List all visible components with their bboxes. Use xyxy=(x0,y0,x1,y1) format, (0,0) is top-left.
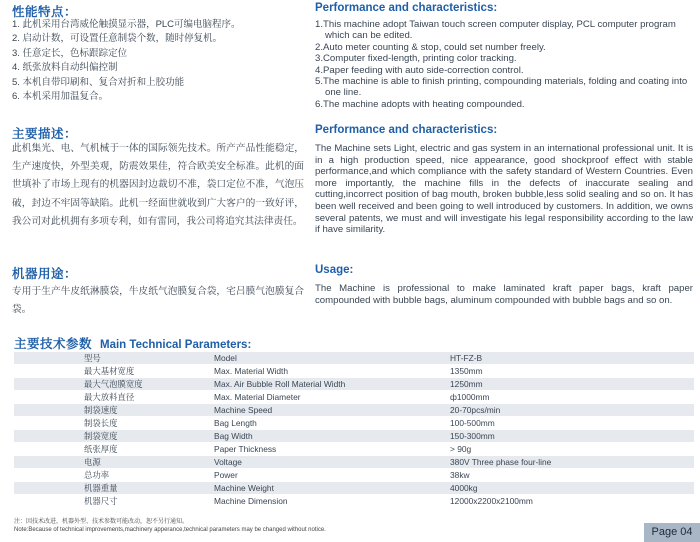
param-name-en: Machine Dimension xyxy=(214,495,450,508)
table-row xyxy=(14,352,694,365)
param-value: > 90g xyxy=(450,443,694,456)
list-item: 6. 本机采用加温复合。 xyxy=(12,91,109,103)
list-item: 1. 此机采用台湾威伦触摸显示器，PLC可编电脑程序。 xyxy=(12,19,241,30)
table-row xyxy=(14,495,694,508)
param-value: 12000x2200x2100mm xyxy=(450,495,694,508)
table-row xyxy=(14,482,694,495)
param-name-en: Voltage xyxy=(214,456,450,469)
params-title-cn: 主要技术参数 xyxy=(14,337,93,351)
param-name-cn: 机器尺寸 xyxy=(14,495,214,508)
param-value: 20-70pcs/min xyxy=(450,404,694,417)
features-cn-title: 性能特点： xyxy=(12,5,78,19)
table-row xyxy=(14,469,694,482)
table-row xyxy=(14,443,694,456)
param-value: HT-FZ-B xyxy=(450,352,694,365)
param-name-cn: 纸张厚度 xyxy=(14,443,214,456)
table-row xyxy=(14,456,694,469)
description-en-title: Performance and characteristics: xyxy=(315,124,498,136)
list-item: 5. 本机自带印刷和、复合对折和上胶功能 xyxy=(12,76,185,88)
params-table xyxy=(14,352,694,508)
param-name-cn: 最大放料直径 xyxy=(14,391,214,404)
note-en: Note:Because of technical improvements,machinery apperance,technical parameters may be changed without notice. xyxy=(14,527,326,533)
note-cn: 注：因技术改进，机器外型、技术参数可能改动，恕不另行通知。 xyxy=(14,519,189,525)
description-cn-text: 此机集光、电、气机械于一体的国际领先技术。所产产品性能稳定，生产速度快，外型美观，防震效果佳，符合欧美安全标准。此机的面世填补了市场上现有的机器因封边裁切不准，袋口定位不准，气泡压破，封边不牢固等缺陷。此机一经面世就收到广大客户的一致好评，我公司对此机拥有多项专利，如有雷同，我公司将追究其法律责任。 xyxy=(12,143,304,227)
param-name-en: Max. Material Width xyxy=(214,365,450,378)
param-name-cn: 机器重量 xyxy=(14,482,214,495)
param-name-cn: 型号 xyxy=(14,352,214,365)
list-item: 2. 启动计数，可设置任意制袋个数，随时停复机。 xyxy=(12,33,223,45)
page-number-badge: Page 04 xyxy=(644,523,700,542)
params-title xyxy=(14,334,251,353)
param-name-cn: 总功率 xyxy=(14,469,214,482)
list-item: 2.Auto meter counting & stop, could set number freely. xyxy=(315,41,546,53)
param-name-en: Machine Weight xyxy=(214,482,450,495)
param-value: 1350mm xyxy=(450,365,694,378)
param-value: 100-500mm xyxy=(450,417,694,430)
param-name-en: Power xyxy=(214,469,450,482)
list-item: 3. 任意定长，色标跟踪定位 xyxy=(12,47,128,59)
param-name-en: Max. Material Diameter xyxy=(214,391,450,404)
param-name-cn: 电源 xyxy=(14,456,214,469)
param-name-en: Bag Length xyxy=(214,417,450,430)
table-row xyxy=(14,391,694,404)
param-name-en: Max. Air Bubble Roll Material Width xyxy=(214,378,450,391)
param-name-cn: 最大气泡膜宽度 xyxy=(14,378,214,391)
param-value: 150-300mm xyxy=(450,430,694,443)
param-name-cn: 最大基材宽度 xyxy=(14,365,214,378)
param-value: 380V Three phase four-line xyxy=(450,456,694,469)
features-en-list xyxy=(315,19,695,110)
table-row xyxy=(14,404,694,417)
description-en-text: The Machine sets Light, electric and gas system in an international professional unit. It is in a high production speed, nice appearance, good shockproof effect with stable performance,and which compliance with the safety standard of Western Countries. Even more importantly, the machine fills in the defects of inaccurate sealing and cutting,incorrect position of bag mouth, broken bubble,less solid sealing and so on. It has been well received and been going to well introduced by customers. In addition, we owns several patents, we must and will investigate his legal responsibility according to the law if have similarity. xyxy=(315,143,693,236)
list-item: 4. 纸张放料自动纠偏控制 xyxy=(12,62,118,74)
param-value: 1250mm xyxy=(450,378,694,391)
features-en-title: Performance and characteristics: xyxy=(315,2,498,14)
list-item: 6.The machine adopts with heating compounded. xyxy=(315,98,525,110)
param-name-en: Paper Thickness xyxy=(214,443,450,456)
table-row xyxy=(14,430,694,443)
param-name-cn: 制袋长度 xyxy=(14,417,214,430)
param-value: ф1000mm xyxy=(450,391,694,404)
param-name-cn: 制袋宽度 xyxy=(14,430,214,443)
params-title-en: Main Technical Parameters: xyxy=(100,339,252,351)
list-item: 4.Paper feeding with auto side-correction control. xyxy=(315,64,524,76)
table-row xyxy=(14,378,694,391)
param-name-cn: 制袋速度 xyxy=(14,404,214,417)
usage-cn-title: 机器用途： xyxy=(12,267,78,281)
usage-en-title: Usage: xyxy=(315,264,354,276)
param-name-en: Bag Width xyxy=(214,430,450,443)
description-cn-title: 主要描述： xyxy=(12,127,78,141)
param-value: 4000kg xyxy=(450,482,694,495)
list-item: 1.This machine adopt Taiwan touch screen computer display, PCL computer program which can be edited. xyxy=(315,19,676,42)
usage-en-text: The Machine is professional to make laminated kraft paper bags, kraft paper compounded with bubble bags, aluminum compounded with bubble bags and so on. xyxy=(315,283,693,306)
list-item: 3.Computer fixed-length, printing color tracking. xyxy=(315,53,517,65)
notes xyxy=(14,518,326,534)
param-value: 38kw xyxy=(450,469,694,482)
features-cn-list xyxy=(12,18,307,104)
param-name-en: Model xyxy=(214,352,450,365)
table-row xyxy=(14,365,694,378)
param-name-en: Machine Speed xyxy=(214,404,450,417)
table-row xyxy=(14,417,694,430)
usage-cn-text: 专用于生产牛皮纸淋膜袋，牛皮纸气泡膜复合袋，宅吕膜气泡膜复合袋。 xyxy=(12,286,304,316)
list-item: 5.The machine is able to finish printing, compounding materials, folding and coating into one line. xyxy=(315,76,688,99)
